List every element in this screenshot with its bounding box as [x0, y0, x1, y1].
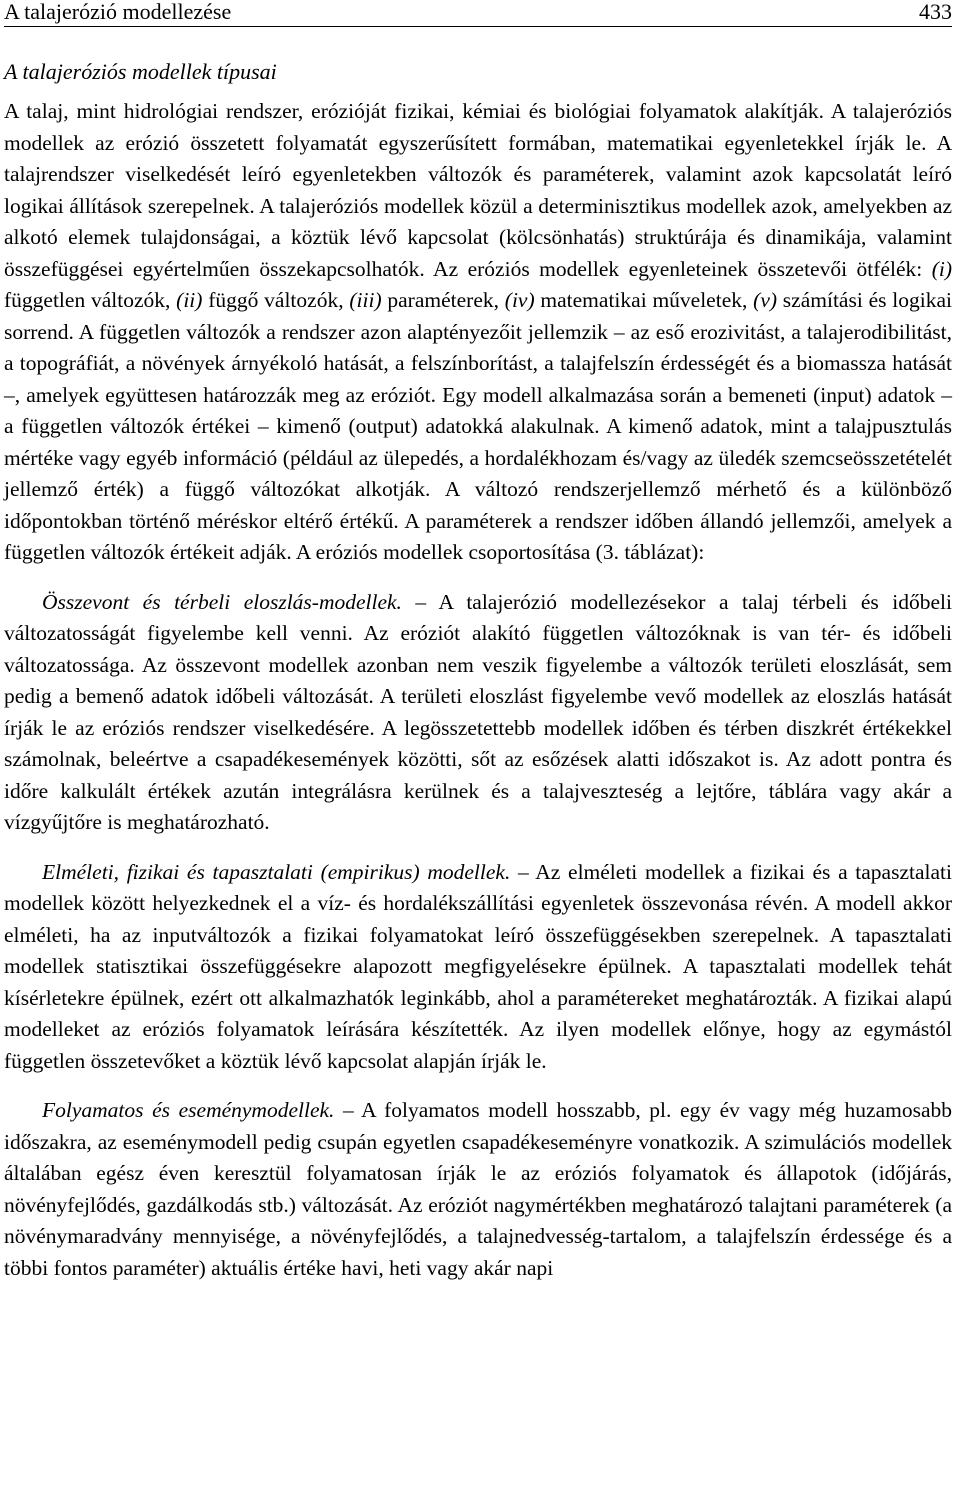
section-heading: A talajeróziós modellek típusai — [4, 59, 277, 84]
paragraph-text: – A folyamatos modell hosszabb, pl. egy év vagy még huzamosabb időszakra, az eseménymodell pedig csupán egyetlen csapadékeseményre vonatkozik. A szimulációs modellek általában egész éven keresztül folyamatosan írják le az eróziós folyamatok és állapotok (időjárás, növényfejlődés, gazdálkodás stb.) változását. Az eróziót nagymértékben meghatározó talajtani paraméterek (a növénymaradvány mennyisége, a növényfejlődés, a talajnedvesség-tartalom, a talajfelszín érdessége és a többi fontos paraméter) aktuális értéke havi, heti vagy akár napi — [4, 1098, 952, 1280]
paragraph-text: – Az elméleti modellek a fizikai és a tapasztalati modellek között helyezkednek el a víz- és hordalékszállítási egyenletek összevonása révén. A modell akkor elméleti, ha az inputváltozók a fizikai folyamatokat leíró összefüggésekben szerepelnek. A tapasztalati modellek statisztikai összefüggésekre alapozott megfigyelésekre épülnek. A tapasztalati modellek tehát kísérletekre épülnek, ezért ott alkalmazhatók leginkább, ahol a paramétereket meghatározták. A fizikai alapú modelleket az eróziós folyamatok leírására készítették. Az ilyen modellek előnye, hogy az egymástól független összetevőket a köztük lévő kapcsolat alapján írják le. — [4, 859, 952, 1073]
running-header — [4, 0, 952, 27]
enum-iii: (iii) — [349, 288, 382, 312]
enum-v: (v) — [753, 288, 778, 312]
paragraph-continuous-event — [4, 1095, 952, 1284]
intro-text-2: független változók, — [4, 288, 177, 312]
subsection-label: Elméleti, fizikai és tapasztalati (empirikus) modellek. — [42, 859, 511, 884]
intro-text-4: paraméterek, — [381, 288, 505, 312]
intro-text-3: függő változók, — [202, 288, 350, 312]
subsection-label: Folyamatos és eseménymodellek. — [42, 1098, 335, 1122]
page-number: 433 — [919, 0, 952, 24]
subsection-label: Összevont és térbeli eloszlás-modellek. — [42, 589, 402, 614]
intro-text-6: számítási és logikai sorrend. A független változók a rendszer azon alaptényezőit jellemzik – az eső erozivitást, a talajerodibilitást, a topográfiát, a növények árnyékoló hatását, a felszínborítást, a talajfelszín érdességét és a biomassza hatását –, amelyek együttesen határozzák meg az eróziót. Egy modell alkalmazása során a bemeneti (input) adatok – a független változók értékei – kimenő (output) adatokká alakulnak. A kimenő adatok, mint a talajpusztulás mértéke vagy egyéb információ (például az ülepedés, a hordalékhozam és/vagy az üledék szemcseösszetételét jellemző érték) a függő változókat alkotják. A változó rendszerjellemző mérhető és a különböző időpontokban történő méréskor eltérő értékű. A paraméterek a rendszer időben állandó jellemzői, amelyek a független változók értékeit adják. A eróziós modellek csoportosítása (3. táblázat): — [4, 288, 952, 564]
enum-i: (i) — [931, 256, 952, 281]
body-text — [4, 96, 952, 1284]
enum-iv: (iv) — [504, 288, 535, 312]
paragraph-intro — [4, 96, 952, 569]
intro-text-1: A talaj, mint hidrológiai rendszer, erózióját fizikai, kémiai és biológiai folyamatok alakítják. A talajeróziós modellek az erózió összetett folyamatát egyszerűsített formában, matematikai egyenletekkel írják le. A talajrendszer viselkedését leíró egyenletekben változók és paraméterek, valamint azok kapcsolatát leíró logikai állítások szerepelnek. A talajeróziós modellek közül a determinisztikus modellek azok, amelyekben az alkotó elemek tulajdonságai, a köztük lévő kapcsolat (kölcsönhatás) struktúrája és dinamikája, valamint összefüggései egyértelműen összekapcsolhatók. Az eróziós modellek egyenleteinek összetevői ötfélék: — [4, 99, 952, 281]
enum-ii: (ii) — [176, 288, 203, 312]
paragraph-lumped-distributed — [4, 587, 952, 839]
paragraph-text: – A talajerózió modellezésekor a talaj térbeli és időbeli változatosságát figyelembe kell venni. Az eróziót alakító független változóknak is van tér- és időbeli változatossága. Az összevont modellek azonban nem veszik figyelembe a változók területi eloszlását, sem pedig a bemenő adatok időbeli változását. A területi eloszlást figyelembe vevő modellek az eloszlás hatását írják le az eróziós rendszer viselkedésére. A legösszetettebb modellek időben és térben diszkrét értékekkel számolnak, beleértve a csapadékesemények közötti, sőt az esőzések alatti időszakot is. Az adott pontra és időre kalkulált értékek azután integrálásra kerülnek és a talajveszteség a lejtőre, táblára vagy akár a vízgyűjtőre is meghatározható. — [4, 589, 953, 834]
running-title: A talajerózió modellezése — [4, 0, 232, 24]
paragraph-theoretical-physical-empirical — [4, 857, 952, 1078]
intro-text-5: matematikai műveletek, — [534, 288, 754, 312]
